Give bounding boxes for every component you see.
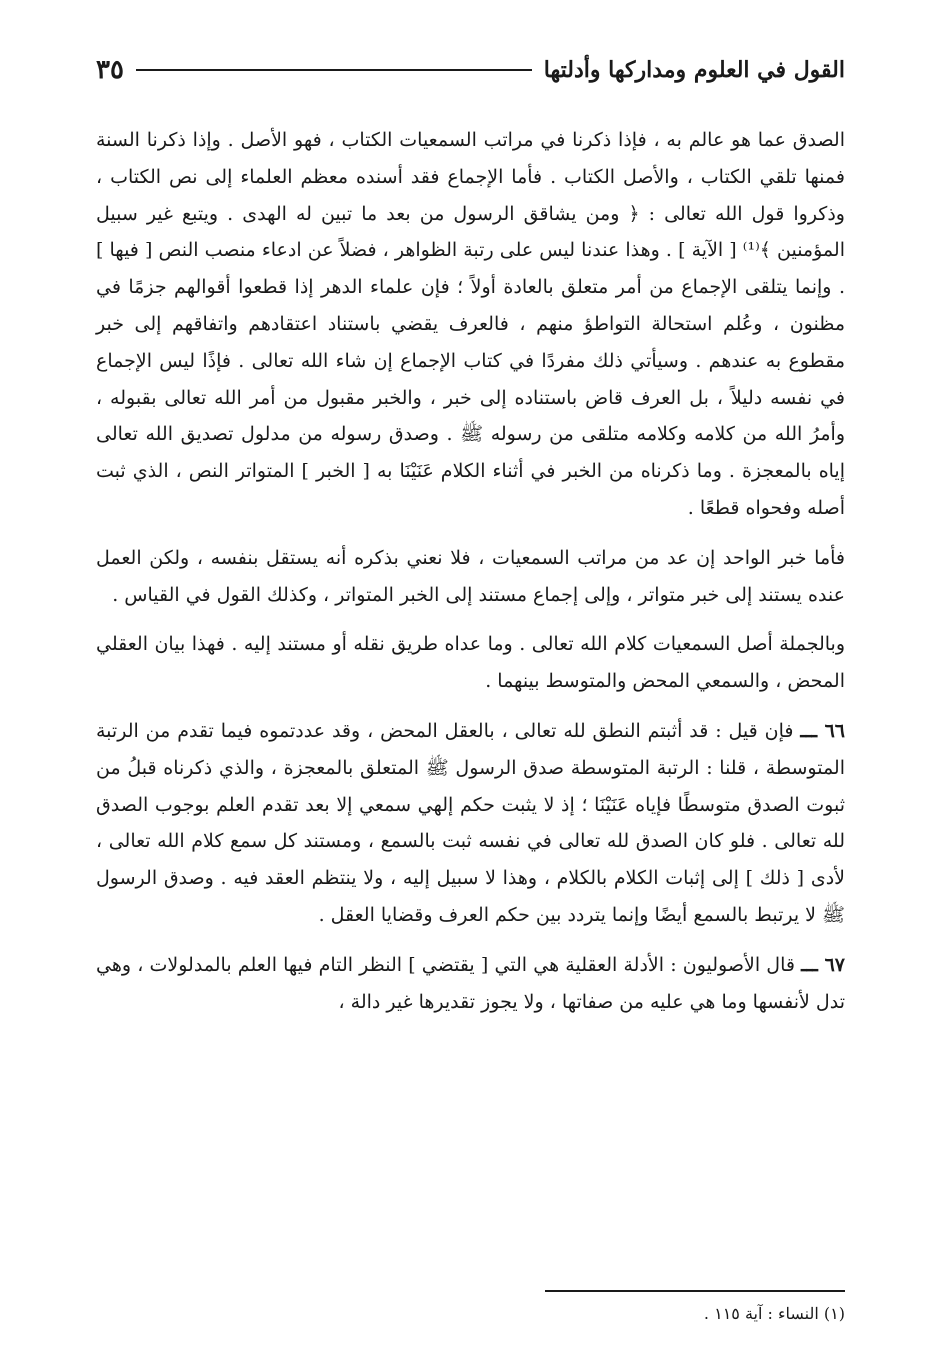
paragraph-text: فأما خبر الواحد إن عد من مراتب السمعيات ، فلا نعني بذكره أنه يستقل بنفسه ، ولكن العمل عنده يستند إلى خبر متواتر ، وإلى إجماع مستند إلى الخبر المتواتر ، وكذلك القول في القياس . bbox=[96, 546, 845, 606]
paragraph-number: ٦٦ ـــ bbox=[800, 719, 845, 742]
running-header bbox=[96, 48, 845, 92]
body-text bbox=[96, 122, 845, 1033]
paragraph-text: الصدق عما هو عالم به ، فإذا ذكرنا في مراتب السمعيات الكتاب ، فهو الأصل . وإذا ذكرنا السنة فمنها تلقي الكتاب ، والأصل الكتاب . فأما الإجماع فقد أسنده معظم العلماء إلى نص الكتاب ، وذكروا قول الله تعالى : ﴿ ومن يشاقق الرسول من بعد ما تبين له الهدى . ويتبع غير سبيل المؤمنين ﴾⁽¹⁾ [ الآية ] . وهذا عندنا ليس على رتبة الظواهر ، فضلاً عن ادعاء منصب النص [ فيها ] . وإنما يتلقى الإجماع من أمر متعلق بالعادة أولاً ؛ فإن علماء الدهر إذا قطعوا أقوالهم جزمًا في مظنون ، وعُلم استحالة التواطؤ منهم ، فالعرف يقضي باستناد اعتقادهم واتفاقهم إلى خبر مقطوع به عندهم . وسيأتي ذلك مفردًا في كتاب الإجماع إن شاء الله تعالى . فإذًا ليس الإجماع في نفسه دليلاً ، بل العرف قاض باستناده إلى خبر ، والخبر مقبول من أمر الله تعالى بقبوله ، وأمرُ الله من كلامه وكلامه متلقى من رسوله ﷺ . وصدق رسوله من مدلول تصديق الله تعالى إياه بالمعجزة . وما ذكرناه من الخبر في أثناء الكلام عَنَيْنَا به [ الخبر ] المتواتر النص ، الذي ثبت أصله وفحواه قطعًا . bbox=[96, 129, 845, 519]
footnote-rule bbox=[545, 1290, 845, 1292]
page-number: ٣٥ bbox=[96, 55, 124, 85]
paragraph-text: قال الأصوليون : الأدلة العقلية هي التي [ يقتضي ] النظر التام فيها العلم بالمدلولات ، وهي تدل لأنفسها وما هي عليه من صفاتها ، ولا يجوز تقديرها غير دالة ، bbox=[96, 953, 845, 1013]
header-title: القول في العلوم ومداركها وأدلتها bbox=[543, 57, 845, 83]
paragraph-text: وبالجملة أصل السمعيات كلام الله تعالى . وما عداه طريق نقله أو مستند إليه . فهذا بيان العقلي المحض ، والسمعي المحض والمتوسط بينهما . bbox=[96, 633, 845, 693]
paragraph-text: فإن قيل : قد أثبتم النطق لله تعالى ، بالعقل المحض ، وقد عددتموه فيما تقدم من الرتبة المتوسطة ، قلنا : الرتبة المتوسطة صدق الرسول ﷺ المتعلق بالمعجزة ، والذي ذكرناه قبلُ من ثبوت الصدق متوسطًا فإياه عَنَيْنَا ؛ إذ لا يثبت حكم إلهي سمعي إلا بعد تقدم العلم بوجوب الصدق لله تعالى . فلو كان الصدق لله تعالى في نفسه ثبت بالسمع ، ومستند كل سمع كلام الله تعالى ، لأدى [ ذلك ] إلى إثبات الكلام بالكلام ، وهذا لا سبيل إليه ، ولا ينتظم العقد فيه . وصدق الرسول ﷺ لا يرتبط بالسمع أيضًا وإنما يتردد بين حكم العرف وقضايا العقل . bbox=[96, 719, 845, 926]
paragraph-number: ٦٧ ـــ bbox=[801, 953, 845, 976]
paragraph-66 bbox=[96, 713, 845, 934]
paragraph-67 bbox=[96, 947, 845, 1021]
header-rule bbox=[136, 69, 532, 71]
paragraph-1 bbox=[96, 122, 845, 527]
paragraph-2 bbox=[96, 540, 845, 614]
paragraph-3 bbox=[96, 626, 845, 700]
footnote: (١) النساء : آية ١١٥ . bbox=[703, 1304, 845, 1323]
